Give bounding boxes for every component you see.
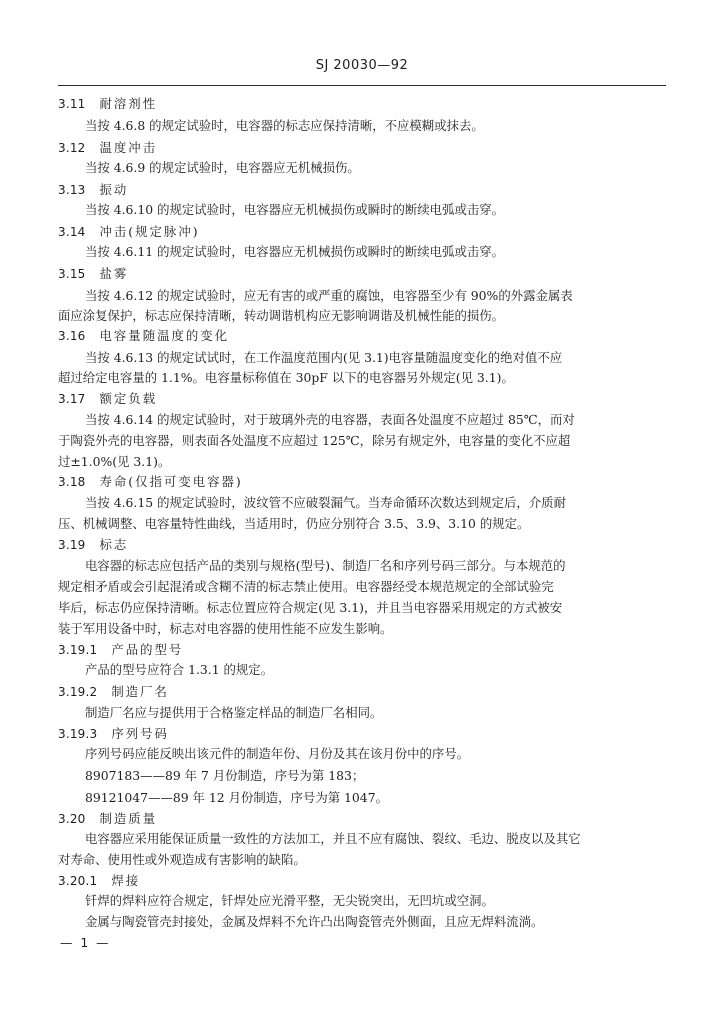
section-number: 3.20.1 [58, 874, 98, 888]
section-heading-3-14 [58, 224, 200, 240]
body-line: 规定相矛盾或会引起混淆或含糊不清的标志禁止使用。电容器经受本规范规定的全部试验完 [58, 579, 554, 594]
body-line: 于陶瓷外壳的电容器，则表面各处温度不应超过 125℃，除另有规定外，电容量的变化不应超 [58, 433, 571, 448]
body-line: 89121047——89 年 12 月份制造，序号为第 1047。 [85, 790, 388, 805]
body-line: 当按 4.6.11 的规定试验时，电容器应无机械损伤或瞬时的断续电弧或击穿。 [85, 244, 505, 259]
section-number: 3.18 [58, 475, 86, 489]
body-line: 当按 4.6.14 的规定试验时，对于玻璃外壳的电容器，表面各处温度不应超过 85℃，而对 [85, 412, 575, 427]
body-line: 制造厂名应与提供用于合格鉴定样品的制造厂名相同。 [85, 705, 383, 720]
body-line: 当按 4.6.10 的规定试验时，电容器应无机械损伤或瞬时的断续电弧或击穿。 [85, 202, 505, 217]
section-title: 额定负载 [99, 391, 158, 406]
section-heading-3-18 [58, 474, 243, 490]
body-line: 装于军用设备中时，标志对电容器的使用性能不应发生影响。 [58, 621, 393, 636]
section-number: 3.20 [58, 812, 86, 826]
body-line: 面应涂复保护，标志应保持清晰，转动调谐机构应无影响调谐及机械性能的损伤。 [58, 308, 505, 323]
body-line: 压、机械调整、电容量特性曲线，当适用时，仍应分别符合 3.5、3.9、3.10 的规定。 [58, 516, 530, 531]
body-line: 8907183——89 年 7 月份制造，序号为第 183； [85, 768, 365, 783]
body-line: 钎焊的焊料应符合规定，钎焊处应光滑平整，无尖锐突出，无凹坑或空洞。 [85, 893, 494, 908]
body-line: 当按 4.6.15 的规定试验时，波纹管不应破裂漏气。当寿命循环次数达到规定后，介质耐 [85, 495, 566, 510]
section-title: 盐雾 [99, 266, 129, 281]
section-title: 序列号码 [111, 726, 169, 741]
body-line: 金属与陶瓷管壳封接处，金属及焊料不允许凸出陶瓷管壳外侧面，且应无焊料流淌。 [85, 914, 544, 929]
section-title: 产品的型号 [111, 642, 184, 657]
body-line: 毕后，标志仍应保持清晰。标志位置应符合规定(见 3.1)，并且当电容器采用规定的方式被安 [58, 600, 563, 615]
section-number: 3.15 [58, 267, 86, 281]
section-title: 焊接 [111, 873, 141, 888]
section-title: 寿命(仅指可变电容器) [99, 474, 243, 489]
section-title: 电容量随温度的变化 [99, 328, 230, 343]
section-title: 耐溶剂性 [99, 96, 158, 111]
section-heading-3-17 [58, 391, 157, 407]
header-rule [58, 85, 666, 86]
section-number: 3.19.2 [58, 685, 98, 699]
section-heading-3-19 [58, 537, 128, 553]
body-line: 序列号码应能反映出该元件的制造年份、月份及其在该月份中的序号。 [85, 746, 470, 761]
standard-code-header: SJ 20030—92 [315, 58, 409, 73]
section-number: 3.19.3 [58, 727, 98, 741]
body-line: 电容器的标志应包括产品的类别与规格(型号)、制造厂名和序列号码三部分。与本规范的 [85, 558, 566, 573]
section-heading-3-19-2 [58, 684, 169, 700]
section-heading-3-13 [58, 182, 128, 198]
section-number: 3.11 [58, 97, 86, 111]
section-title: 冲击(规定脉冲) [99, 224, 200, 239]
section-number: 3.19.1 [58, 643, 98, 657]
section-heading-3-20 [58, 811, 157, 827]
section-number: 3.19 [58, 538, 86, 552]
section-number: 3.14 [58, 225, 86, 239]
section-title: 标志 [99, 537, 129, 552]
body-line: 超过给定电容量的 1.1%。电容量标称值在 30pF 以下的电容器另外规定(见 3.1)。 [58, 370, 514, 385]
section-title: 制造厂名 [111, 684, 169, 699]
section-heading-3-12 [58, 140, 157, 156]
section-heading-3-11 [58, 96, 157, 112]
section-heading-3-15 [58, 266, 128, 282]
body-line: 对寿命、使用性或外观造成有害影响的缺陷。 [58, 852, 306, 867]
section-heading-3-19-1 [58, 642, 183, 658]
body-line: 当按 4.6.12 的规定试验时，应无有害的或严重的腐蚀，电容器至少有 90%的外露金属表 [85, 288, 573, 303]
body-line: 当按 4.6.8 的规定试验时，电容器的标志应保持清晰，不应模糊或抹去。 [85, 118, 484, 133]
page-number: — 1 — [60, 935, 111, 950]
section-heading-3-16 [58, 328, 229, 344]
section-heading-3-19-3 [58, 726, 169, 742]
section-number: 3.16 [58, 329, 86, 343]
body-line: 电容器应采用能保证质量一致性的方法加工，并且不应有腐蚀、裂纹、毛边、脱皮以及其它 [85, 831, 581, 846]
body-line: 当按 4.6.9 的规定试验时，电容器应无机械损伤。 [85, 160, 360, 175]
section-title: 温度冲击 [99, 140, 158, 155]
body-line: 产品的型号应符合 1.3.1 的规定。 [85, 662, 274, 677]
section-title: 制造质量 [99, 811, 158, 826]
section-number: 3.12 [58, 141, 86, 155]
section-heading-3-20-1 [58, 873, 140, 889]
body-line: 当按 4.6.13 的规定试试时，在工作温度范围内(见 3.1)电容量随温度变化的绝对值不应 [85, 350, 563, 365]
section-number: 3.13 [58, 183, 86, 197]
section-title: 振动 [99, 182, 129, 197]
section-number: 3.17 [58, 392, 86, 406]
body-line: 过±1.0%(见 3.1)。 [58, 454, 171, 469]
